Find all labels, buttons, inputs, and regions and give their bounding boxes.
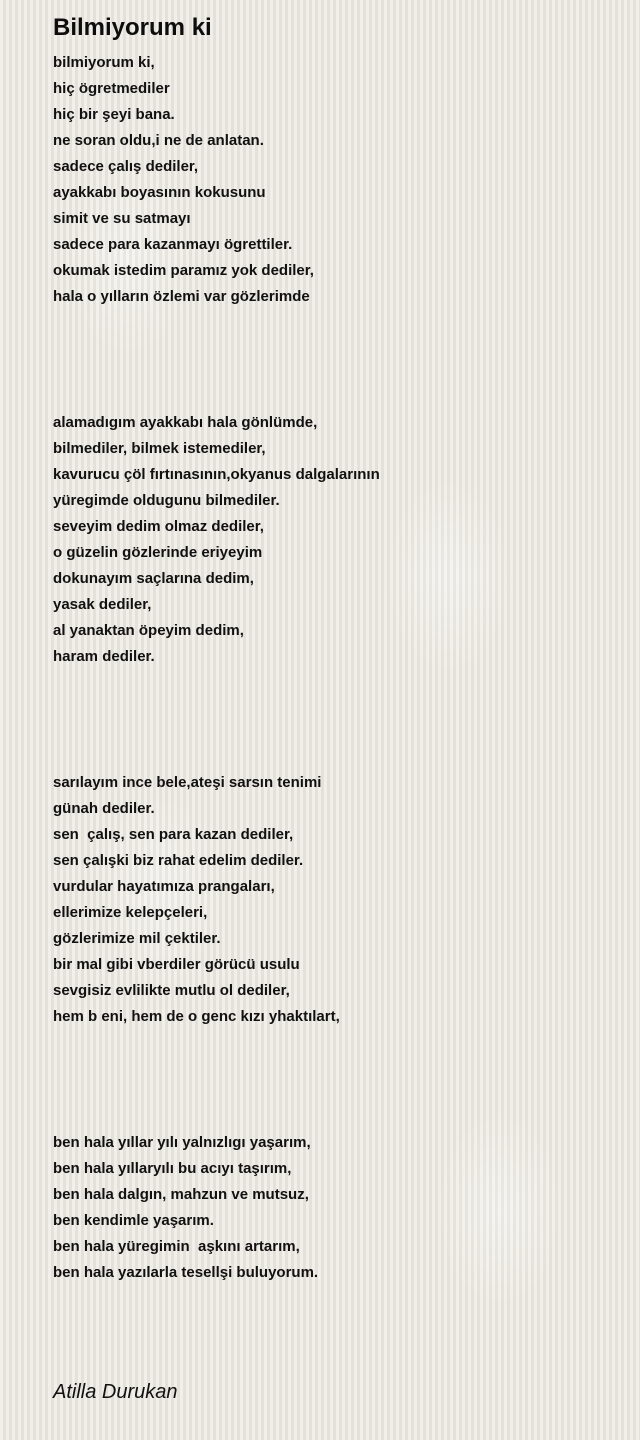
poem-line: hem b eni, hem de o genc kızı yhaktılart, <box>53 1008 340 1025</box>
stanza <box>53 770 613 1030</box>
poem-line: gözlerimize mil çektiler. <box>53 930 221 947</box>
poem-line: ben hala yazılarla tesellşi buluyorum. <box>53 1264 319 1281</box>
stanza <box>53 1130 613 1286</box>
poem-line: ben hala yıllaryılı bu acıyı taşırım, <box>53 1160 292 1177</box>
poem-line: sevgisiz evlilikte mutlu ol dediler, <box>53 982 290 999</box>
stanza <box>53 50 613 310</box>
poem-line: sadece para kazanmayı ögrettiler. <box>53 236 293 253</box>
poem-line: alamadıgım ayakkabı hala gönlümde, <box>53 414 318 431</box>
poem-line: sadece çalış dediler, <box>53 158 199 175</box>
poem-line: yüregimde oldugunu bilmediler. <box>53 492 280 509</box>
poem-line: al yanaktan öpeyim dedim, <box>53 622 244 639</box>
poem-line: haram dediler. <box>53 648 155 665</box>
poem-line: ben hala yıllar yılı yalnızlıgı yaşarım, <box>53 1134 311 1151</box>
poem-line: kavurucu çöl fırtınasının,okyanus dalgalarının <box>53 466 380 483</box>
poem-line: ben hala dalgın, mahzun ve mutsuz, <box>53 1186 309 1203</box>
poem-line: hala o yılların özlemi var gözlerimde <box>53 288 310 305</box>
poem-line: yasak dediler, <box>53 596 152 613</box>
poem-line: o güzelin gözlerinde eriyeyim <box>53 544 263 561</box>
poem <box>53 12 613 1286</box>
poem-line: dokunayım saçlarına dedim, <box>53 570 254 587</box>
poem-line: sen çalışki biz rahat edelim dediler. <box>53 852 304 869</box>
stanza <box>53 410 613 670</box>
poem-line: ne soran oldu,i ne de anlatan. <box>53 132 264 149</box>
poem-line: okumak istedim paramız yok dediler, <box>53 262 314 279</box>
poem-line: vurdular hayatımıza prangaları, <box>53 878 275 895</box>
poem-line: sarılayım ince bele,ateşi sarsın tenimi <box>53 774 322 791</box>
poem-line: hiç bir şeyi bana. <box>53 106 175 123</box>
poem-line: hiç ögretmediler <box>53 80 170 97</box>
poem-line: ben hala yüregimin aşkını artarım, <box>53 1238 300 1255</box>
poem-line: seveyim dedim olmaz dediler, <box>53 518 264 535</box>
poem-line: bir mal gibi vberdiler görücü usulu <box>53 956 300 973</box>
poem-line: ayakkabı boyasının kokusunu <box>53 184 266 201</box>
poem-line: simit ve su satmayı <box>53 210 191 227</box>
poem-line: bilmediler, bilmek istemediler, <box>53 440 266 457</box>
poem-line: sen çalış, sen para kazan dediler, <box>53 826 294 843</box>
poem-author: Atilla Durukan <box>53 1381 178 1403</box>
poem-line: ellerimize kelepçeleri, <box>53 904 208 921</box>
poem-line: günah dediler. <box>53 800 155 817</box>
poem-title: Bilmiyorum ki <box>53 14 212 41</box>
poem-line: ben kendimle yaşarım. <box>53 1212 214 1229</box>
poem-line: bilmiyorum ki, <box>53 54 155 71</box>
